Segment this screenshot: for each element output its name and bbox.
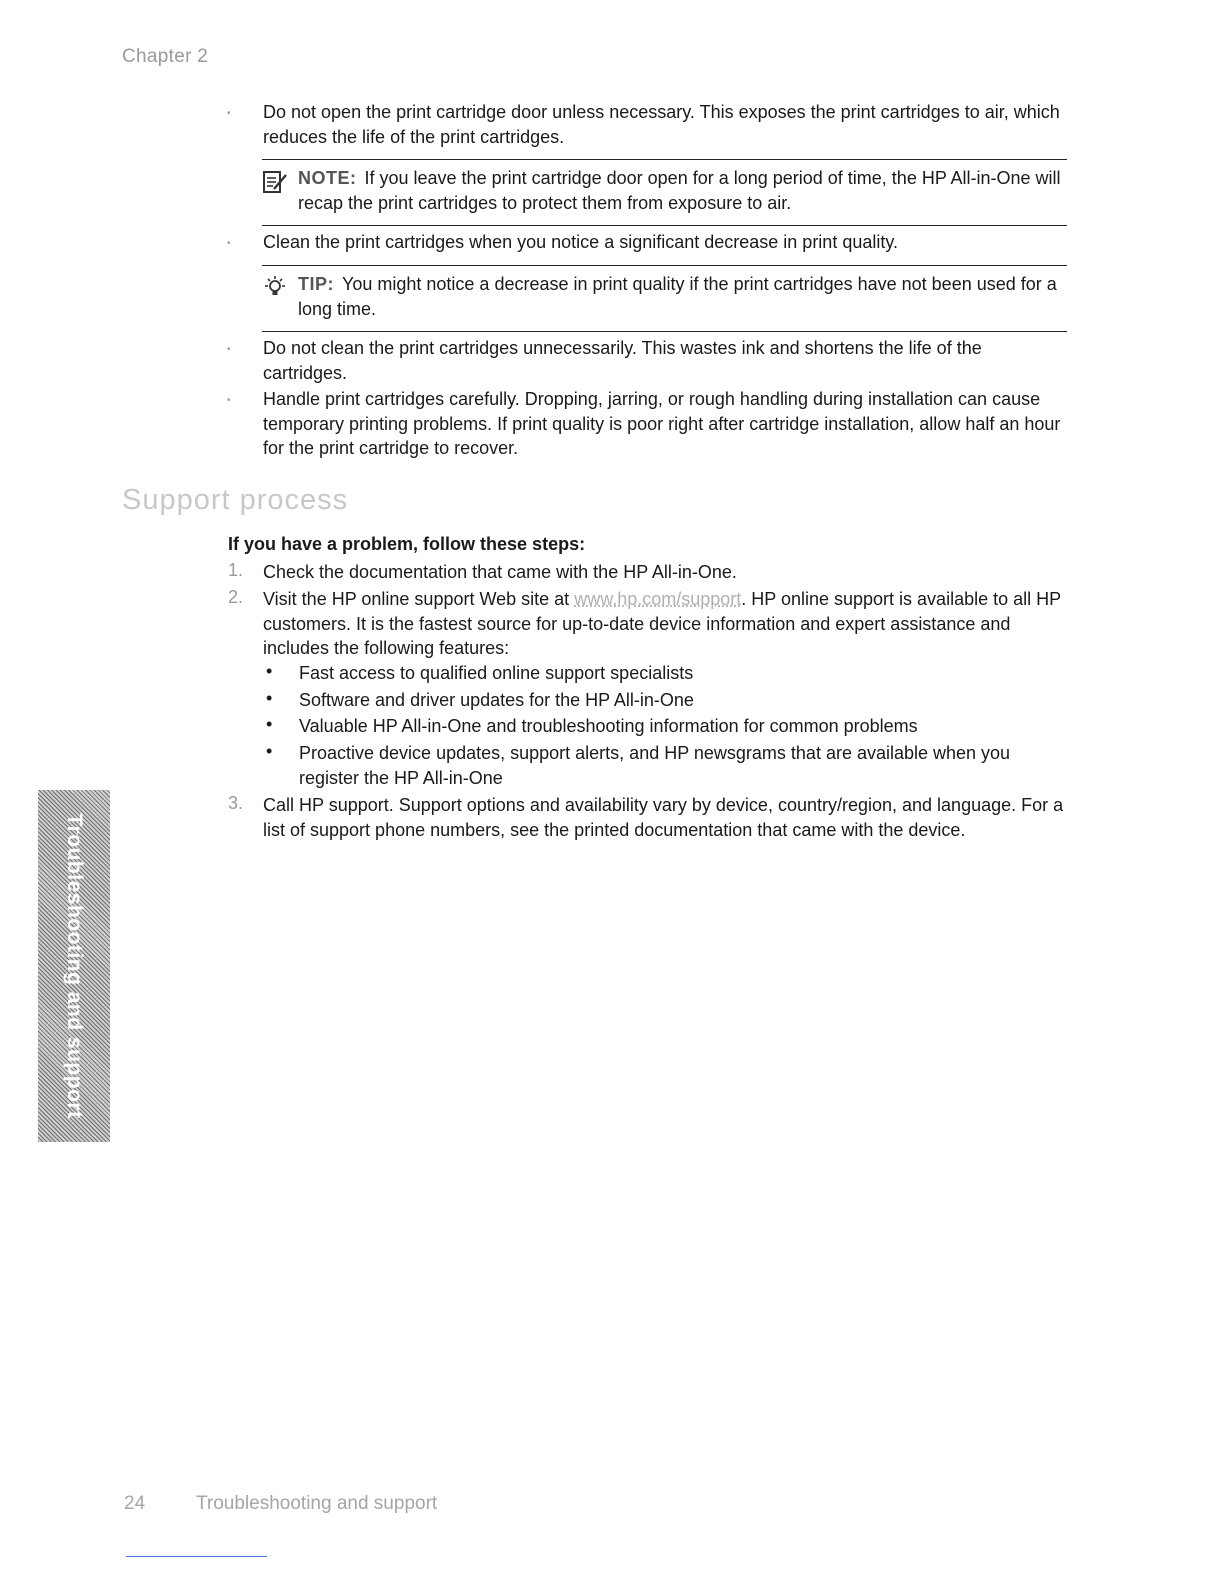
feature-bullet: • bbox=[266, 741, 273, 761]
bullet-item: Do not clean the print cartridges unnecessarily. This wastes ink and shortens the life of the cartridges. bbox=[263, 338, 982, 383]
page-number: 24 bbox=[124, 1493, 146, 1514]
step-number: 3. bbox=[228, 793, 244, 813]
tip-text-block bbox=[298, 272, 1067, 321]
section-title: Support process bbox=[122, 484, 349, 516]
feature-item: Proactive device updates, support alerts, and HP newsgrams that are available when you register the HP All-in-One bbox=[299, 743, 1011, 788]
feature-bullet: • bbox=[266, 661, 273, 681]
bullet-item: Handle print cartridges carefully. Dropping, jarring, or rough handling during installation can cause temporary printing problems. If print quality is poor right after cartridge installation, allow half an hour for the print cartridge to recover. bbox=[263, 389, 1061, 458]
tip-text: You might notice a decrease in print quality if the print cartridges have not been used for a long time. bbox=[298, 274, 1057, 319]
feature-item: Fast access to qualified online support specialists bbox=[299, 663, 694, 683]
note-callout bbox=[262, 159, 1067, 226]
feature-item: Valuable HP All-in-One and troubleshooting information for common problems bbox=[299, 716, 918, 736]
step-text-after: . HP online support is available to all HP customers. It is the fastest source for up-to-date device information and expert assistance and includes the following features: bbox=[263, 589, 1061, 658]
section-lead: If you have a problem, follow these steps: bbox=[228, 534, 586, 554]
bullet-item: Do not open the print cartridge door unless necessary. This exposes the print cartridges to air, which reduces the life of the print cartridges. bbox=[263, 102, 1060, 147]
feature-item: Software and driver updates for the HP All-in-One bbox=[299, 690, 694, 710]
step-text bbox=[263, 587, 1068, 661]
bullet-marker: • bbox=[227, 108, 231, 119]
footer-rule bbox=[126, 1556, 267, 1557]
tip-label: TIP: bbox=[298, 274, 334, 294]
feature-bullet: • bbox=[266, 714, 273, 734]
footer-title: Troubleshooting and support bbox=[196, 1493, 438, 1514]
lightbulb-icon bbox=[262, 275, 288, 301]
step-text-before: Visit the HP online support Web site at bbox=[263, 589, 570, 609]
step-number: 1. bbox=[228, 560, 244, 580]
tip-callout bbox=[262, 265, 1067, 332]
note-text: If you leave the print cartridge door open for a long period of time, the HP All-in-One will recap the print cartridges to protect them from exposure to air. bbox=[298, 168, 1061, 213]
feature-bullet: • bbox=[266, 688, 273, 708]
step-number: 2. bbox=[228, 587, 244, 607]
chapter-header: Chapter 2 bbox=[122, 46, 209, 67]
side-tab bbox=[38, 790, 110, 1142]
step-text: Call HP support. Support options and availability vary by device, country/region, and language. For a list of support phone numbers, see the printed documentation that came with the device. bbox=[263, 795, 1064, 840]
note-text-block bbox=[298, 166, 1067, 215]
step-text: Check the documentation that came with the HP All-in-One. bbox=[263, 562, 737, 582]
bullet-marker: • bbox=[227, 395, 231, 406]
bullet-marker: • bbox=[227, 344, 231, 355]
support-link[interactable]: www.hp.com/support bbox=[574, 589, 742, 609]
bullet-item: Clean the print cartridges when you notice a significant decrease in print quality. bbox=[263, 232, 899, 252]
side-tab-label: Troubleshooting and support bbox=[63, 813, 86, 1119]
note-label: NOTE: bbox=[298, 168, 357, 188]
note-icon bbox=[262, 169, 288, 195]
bullet-marker: • bbox=[227, 238, 231, 249]
